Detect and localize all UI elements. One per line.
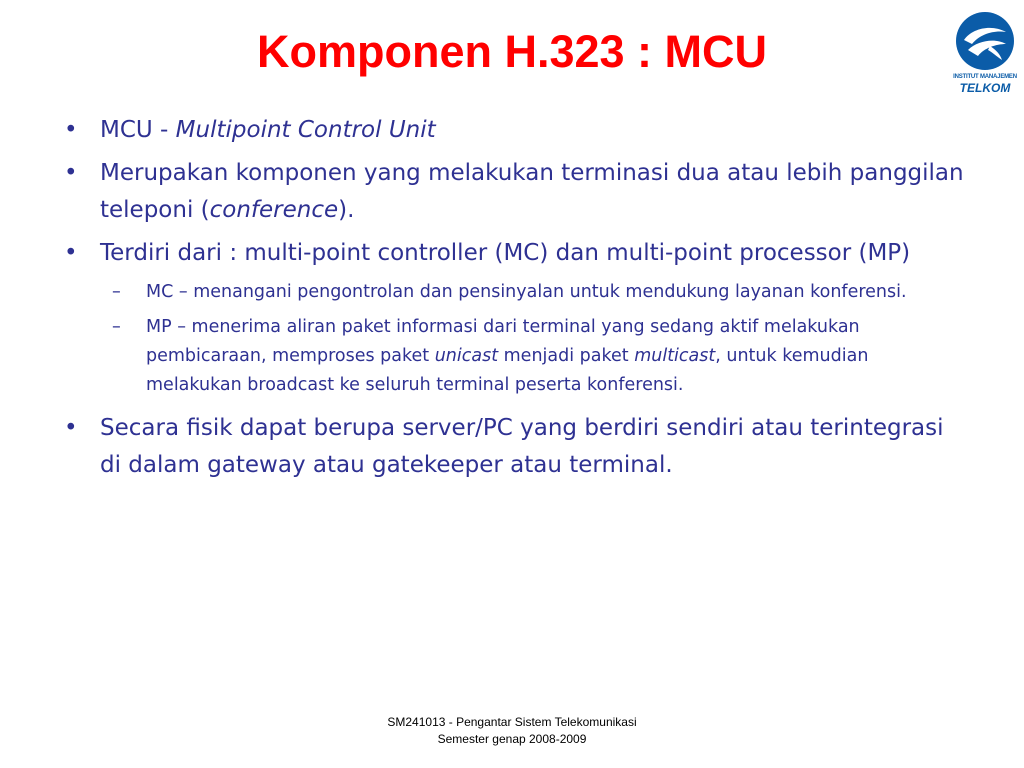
sub-item-italic-unicast: unicast <box>434 346 499 366</box>
bullet-icon: • <box>64 415 78 441</box>
footer-course: SM241013 - Pengantar Sistem Telekomunikasi <box>387 715 637 729</box>
bullet-item-mcu <box>64 112 964 149</box>
sub-item-text: MC – menangani pengontrolan dan pensinyalan untuk mendukung layanan konferensi. <box>146 282 907 302</box>
sub-item-mc <box>112 278 964 307</box>
item-text: MCU - <box>100 117 176 143</box>
sub-item-italic-multicast: multicast <box>634 346 716 366</box>
item-italic-text: conference <box>209 197 339 223</box>
bullet-item-fisik <box>64 410 964 484</box>
bullet-item-terdiri <box>64 235 964 272</box>
bullet-icon: • <box>64 160 78 186</box>
sub-item-text: MP – menerima aliran paket informasi dari terminal yang sedang aktif melakukan pembicaraan, memproses paket <box>146 317 860 366</box>
sub-item-mp <box>112 313 964 400</box>
item-suffix-text: ). <box>338 197 355 223</box>
bullet-item-terminasi <box>64 155 964 229</box>
item-text: Merupakan komponen yang melakukan terminasi dua atau lebih panggilan teleponi ( <box>100 160 964 223</box>
logo-name: TELKOM <box>959 81 1011 95</box>
item-text: Secara fisik dapat berupa server/PC yang berdiri sendiri atau terintegrasi di dalam gateway atau gatekeeper atau terminal. <box>100 415 944 478</box>
logo <box>950 10 1020 98</box>
slide-content <box>64 112 964 490</box>
footer-semester: Semester genap 2008-2009 <box>437 732 587 746</box>
item-text: Terdiri dari : multi-point controller (MC) dan multi-point processor (MP) <box>100 240 911 266</box>
bullet-icon: • <box>64 240 78 266</box>
item-italic-text: Multipoint Control Unit <box>175 117 436 143</box>
dash-icon: – <box>112 317 121 337</box>
slide-footer <box>0 714 1024 748</box>
sub-item-text: menjadi paket <box>498 346 635 366</box>
slide-title: Komponen H.323 : MCU <box>256 26 768 77</box>
dash-icon: – <box>112 282 121 302</box>
bullet-icon: • <box>64 117 78 143</box>
logo-subtitle: INSTITUT MANAJEMEN <box>953 74 1017 80</box>
sub-item-text: , untuk kemudian melakukan broadcast ke seluruh terminal peserta konferensi. <box>146 346 869 395</box>
telkom-logo-icon <box>950 10 1020 74</box>
